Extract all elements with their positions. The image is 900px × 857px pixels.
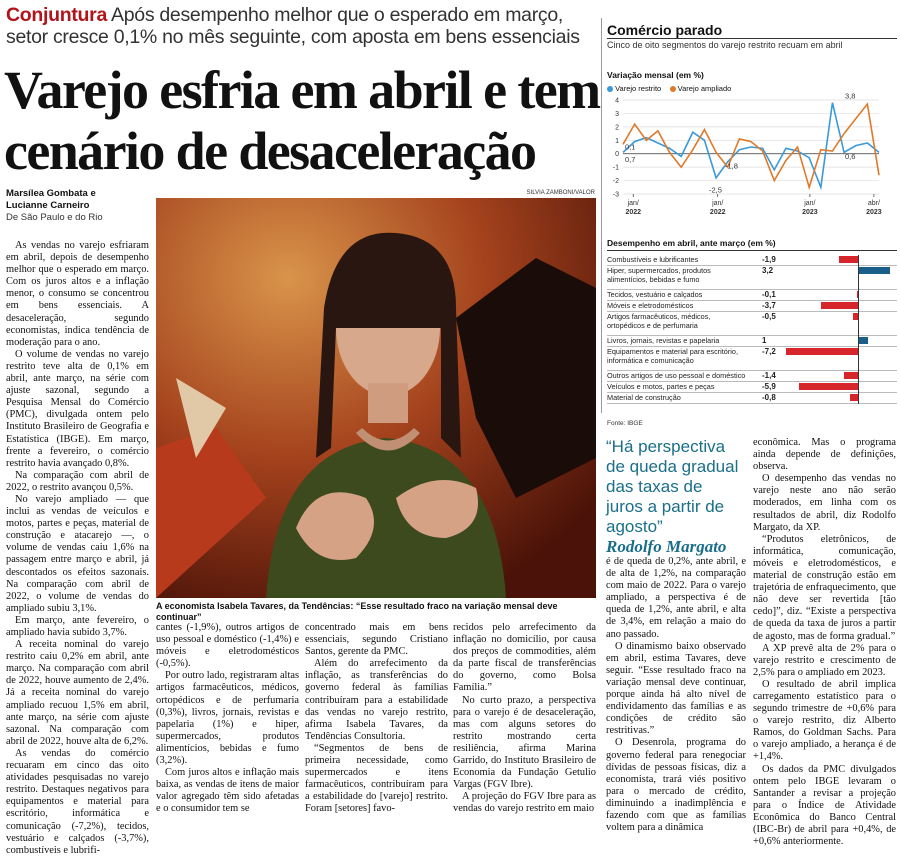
- photo-credit: SILVIA ZAMBONI/VALOR: [526, 190, 595, 196]
- kicker-text: Após desempenho melhor que o esperado em março, setor cresce 0,1% no mês seguinte, com aposta em bens essenciais: [6, 4, 580, 48]
- chart-source: Fonte: IBGE: [607, 420, 643, 427]
- panel-title: Comércio parado: [607, 22, 723, 38]
- bar-value-label: -1,4: [762, 371, 776, 380]
- paragraph: “Segmentos de bens de primeira necessidade, como supermercados e itens farmacêuticos, contribuíram para a estabilidade do [varejo] restrito. Foram [setores] favo-: [305, 742, 448, 815]
- article-column-5: [606, 556, 746, 834]
- paragraph: As vendas do comércio recuaram em cinco das oito atividades pesquisadas no varejo restrito. Destaques negativos para equipamentos e material para escritório, informática e comunicação (-7,2%), tecidos, vestuário e calçados (-3,7%), combustíveis e lubrifi-: [6, 747, 149, 856]
- bar-row: [607, 266, 897, 290]
- legend-dot-restrito: [607, 86, 613, 92]
- paragraph: Além do arrefecimento da inflação, as transferências do governo federal às famílias contribuíram para a estabilidade das vendas no varejo restrito, afirma Isabela Tavares, da Tendências Consultoria.: [305, 658, 448, 742]
- bar: [858, 337, 868, 344]
- x-tick-label-year: 2023: [866, 209, 882, 216]
- bar-category-label: Livros, jornais, revistas e papelaria: [607, 336, 720, 345]
- paragraph: Na comparação com abril de 2022, o restrito avançou 0,5%.: [6, 469, 149, 493]
- y-tick-label: 1: [615, 137, 619, 145]
- article-column-4: [453, 622, 596, 816]
- paragraph: recidos pelo arrefecimento da inflação no domicílio, por causa dos preços de commodities, além da parte fiscal de transferências do governo, como Bolsa Família.”: [453, 622, 596, 694]
- headline: [4, 60, 604, 182]
- bar-category-label: Outros artigos de uso pessoal e doméstico: [607, 371, 746, 380]
- paragraph: econômica. Mas o programa ainda depende de definições, observa.: [753, 437, 896, 473]
- bar: [799, 383, 858, 390]
- series-line-ampliado: [623, 104, 879, 187]
- bar-category-label: Veículos e motos, partes e peças: [607, 382, 715, 391]
- y-tick-label: -3: [612, 191, 619, 199]
- article-photo: [156, 198, 596, 598]
- byline: [6, 188, 156, 224]
- bar-value-label: -1,9: [762, 255, 776, 264]
- paragraph: As vendas no varejo esfriaram em abril, depois de desempenho melhor que o esperado em março. Com os juros altos e a inflação menor, o consumo se concentrou em bens essenciais. A desaceleração, segundo economistas, indica tendência de moderação para o ano.: [6, 240, 149, 348]
- legend-restrito: Varejo restrito: [615, 84, 662, 93]
- data-label: 0,6: [845, 152, 856, 162]
- line-chart-legend: [607, 84, 731, 93]
- y-tick-label: 2: [615, 124, 619, 132]
- article-column-6: [753, 437, 896, 848]
- bar-category-label: Material de construção: [607, 393, 681, 402]
- paragraph: “Produtos eletrônicos, de informática, comunicação, móveis e eletrodomésticos, e material de construção estão em trajetória de enfraquecimento, que não deve ser revertida [tão cedo]”, diz. “Existe a perspectiva de queda da taxa de juros a partir de agosto, mas de forma gradual.”: [753, 533, 896, 642]
- panel-subtitle: Cinco de oito segmentos do varejo restrito recuam em abril: [607, 40, 843, 50]
- bar: [821, 302, 858, 309]
- bar-value-label: -0,1: [762, 290, 776, 299]
- data-label: -2,5: [709, 185, 722, 195]
- pull-quote: [606, 437, 740, 557]
- x-tick-label: jan/: [804, 200, 816, 207]
- kicker: [6, 4, 596, 48]
- pull-quote-text: “Há perspectiva de queda gradual das taxas de juros a partir de agosto”: [606, 437, 739, 536]
- y-tick-label: -1: [612, 164, 619, 172]
- byline-authors-2: Lucianne Carneiro: [6, 200, 90, 211]
- bar: [850, 394, 858, 401]
- bar-value-label: 3,2: [762, 266, 774, 275]
- article-column-3: [305, 622, 448, 816]
- bar-row: [607, 393, 897, 404]
- bar-value-label: -0,5: [762, 312, 776, 321]
- data-label: 0,7: [625, 154, 636, 164]
- paragraph: concentrado mais em bens essenciais, segundo Cristiano Santos, gerente da PMC.: [305, 622, 448, 658]
- headline-line-2: cenário de desaceleração: [4, 121, 536, 181]
- paragraph: O resultado de abril implica carregamento estatístico para o segundo trimestre de +0,6% para o varejo restrito, diz Alberto Ramos, do Goldman Sachs. Para o varejo ampliado, a herança é de +1,4%.: [753, 678, 896, 763]
- paragraph: A XP prevê alta de 2% para o varejo restrito e crescimento de 2,5% para o ampliado em 2023.: [753, 642, 896, 678]
- bar-row: [607, 347, 897, 371]
- paragraph: cantes (-1,9%), outros artigos de uso pessoal e doméstico (-1,4%) e móveis e eletrodomésticos (-0,5%).: [156, 622, 299, 670]
- bar-value-label: -7,2: [762, 347, 776, 356]
- line-chart-title: Variação mensal (em %): [607, 70, 704, 80]
- bar-category-label: Móveis e eletrodomésticos: [607, 301, 694, 310]
- bar-row: [607, 312, 897, 336]
- y-tick-label: 0: [615, 151, 619, 159]
- x-tick-label: abr/: [867, 200, 880, 207]
- photo-illustration: [156, 198, 596, 598]
- paragraph: Os dados da PMC divulgados ontem pelo IBGE levaram o Santander a revisar a projeção para o Índice de Atividade Econômica do Banco Central (IBC-Br) de abril para +0,4%, de +0,6% anteriormente.: [753, 763, 896, 848]
- bar-row: [607, 371, 897, 382]
- paragraph: No varejo ampliado — que inclui as vendas de veículos e motos, partes e peças, material de construção e atacarejo —, o volume de vendas caiu 1,6% na passagem entre março e abril, já descontados os efeitos sazonais. Na comparação com abril de 2022, o volume de vendas do ampliado subiu 3,1%.: [6, 493, 149, 614]
- paragraph: O Desenrola, programa do governo federal para renegociar dívidas de pessoas físicas, diz a economista, trará viés positivo para o mercado de crédito, diminuindo a inadimplência e fazendo com que as famílias voltem para a dinâmica: [606, 737, 746, 834]
- x-tick-label-year: 2022: [709, 209, 726, 216]
- y-tick-label: 3: [615, 110, 619, 118]
- legend-ampliado: Varejo ampliado: [677, 84, 732, 93]
- bar-category-label: Combustíveis e lubrificantes: [607, 255, 699, 264]
- bar-value-label: -5,9: [762, 382, 776, 391]
- bar-row: [607, 382, 897, 393]
- bar-row: [607, 290, 897, 301]
- bar: [858, 267, 890, 274]
- bar: [839, 256, 858, 263]
- article-column-1: [6, 240, 149, 857]
- paragraph: Por outro lado, registraram altas artigos farmacêuticos, médicos, ortopédicos e de perfumaria (0,3%), livros, jornais, revistas e papelaria (1%) e hiper, supermercados, produtos alimentícios, bebidas e fumo (3,2%).: [156, 670, 299, 767]
- article-column-2: [156, 622, 299, 816]
- line-chart: [603, 91, 899, 224]
- data-label: 3,8: [845, 91, 856, 101]
- bar-row: [607, 255, 897, 266]
- bar-value-label: 1: [762, 336, 767, 345]
- bar-value-label: -3,7: [762, 301, 776, 310]
- photo-caption: A economista Isabela Tavares, da Tendências: “Esse resultado fraco na variação mensal deve continuar”: [156, 601, 558, 622]
- paragraph: Em março, ante fevereiro, o ampliado havia subido 3,7%.: [6, 614, 149, 638]
- y-tick-label: 4: [615, 97, 619, 105]
- paragraph: O dinamismo baixo observado em abril, estima Tavares, deve seguir. “Esse resultado fraco na variação mensal deve continuar, porque ainda há alto nível de endividamento das famílias e as condições de crédito são restritivas.”: [606, 640, 746, 737]
- x-tick-label-year: 2022: [625, 209, 642, 216]
- paragraph: O volume de vendas no varejo restrito teve alta de 0,1% em abril, ante março, na série com ajuste sazonal, segundo a Pesquisa Mensal do Comércio (PMC), divulgada ontem pelo Instituto Brasileiro de Geografia e Estatística (IBGE). Em março, frente a fevereiro, o comércio restrito havia avançado 0,8%.: [6, 348, 149, 469]
- bar: [786, 348, 858, 355]
- panel-title-rule: [607, 38, 897, 39]
- pull-quote-author: Rodolfo Margato: [606, 537, 727, 556]
- paragraph: No curto prazo, a perspectiva para o varejo é de desaceleração, mas com alguns setores do restrito mostrando certa resiliência, afirma Marina Garrido, do Instituto Brasileiro de Economia da Fundação Getulio Vargas (FGV Ibre).: [453, 694, 596, 791]
- data-label: 0,1: [625, 142, 636, 152]
- x-tick-label-year: 2023: [802, 209, 818, 216]
- bar-category-label: Artigos farmacêuticos, médicos, ortopédicos e de perfumaria: [607, 312, 711, 330]
- bar-category-label: Tecidos, vestuário e calçados: [607, 290, 703, 299]
- y-tick-label: -2: [612, 178, 619, 186]
- bar-row: [607, 301, 897, 312]
- legend-dot-ampliado: [670, 86, 676, 92]
- paragraph: é de queda de 0,2%, ante abril, e de alta de 1,2%, na comparação com maio de 2022. Para o varejo ampliado, a perspectiva é de queda de 1,2%, ante abril, e alta de 3,4%, em relação a maio do ano passado.: [606, 556, 746, 640]
- section-label: Conjuntura: [6, 4, 107, 26]
- x-tick-label: jan/: [627, 200, 639, 207]
- panel-divider: [601, 18, 602, 413]
- bar-category-label: Hiper, supermercados, produtos alimentícios, bebidas e fumo: [607, 266, 711, 284]
- bar-value-label: -0,8: [762, 393, 776, 402]
- bar-category-label: Equipamentos e material para escritório, informática e comunicação: [607, 347, 739, 365]
- headline-line-1: Varejo esfria em abril e tem: [4, 60, 600, 120]
- paragraph: A projeção do FGV Ibre para as vendas do varejo restrito em maio: [453, 791, 596, 815]
- bar-row: [607, 336, 897, 347]
- bar: [844, 372, 858, 379]
- data-label: -1,8: [725, 161, 738, 171]
- byline-location: De São Paulo e do Rio: [6, 212, 103, 223]
- paragraph: A receita nominal do varejo restrito caiu 0,2% em abril, ante março. Na comparação com abril de 2022, houve aumento de 2,4%. Já a receita nominal do varejo ampliado recuou 1,5% em abril, ante março, na série com ajuste sazonal. Na comparação com abril de 2022, houve alta de 6,2%.: [6, 639, 149, 747]
- bar-chart-title: Desempenho em abril, ante março (em %): [607, 238, 776, 248]
- paragraph: Com juros altos e inflação mais baixa, as vendas de itens de maior valor agregado têm sido afetadas e o consumidor tem se: [156, 767, 299, 815]
- series-line-restrito: [623, 103, 879, 188]
- paragraph: O desempenho das vendas no varejo neste ano não serão moderados, em linha com os resultados de abril, diz Rodolfo Margato, da XP.: [753, 473, 896, 533]
- bar-zero-axis: [858, 255, 859, 404]
- x-tick-label: jan/: [712, 200, 724, 207]
- byline-authors-1: Marsílea Gombata e: [6, 188, 96, 199]
- bar-chart-title-rule: [607, 250, 897, 251]
